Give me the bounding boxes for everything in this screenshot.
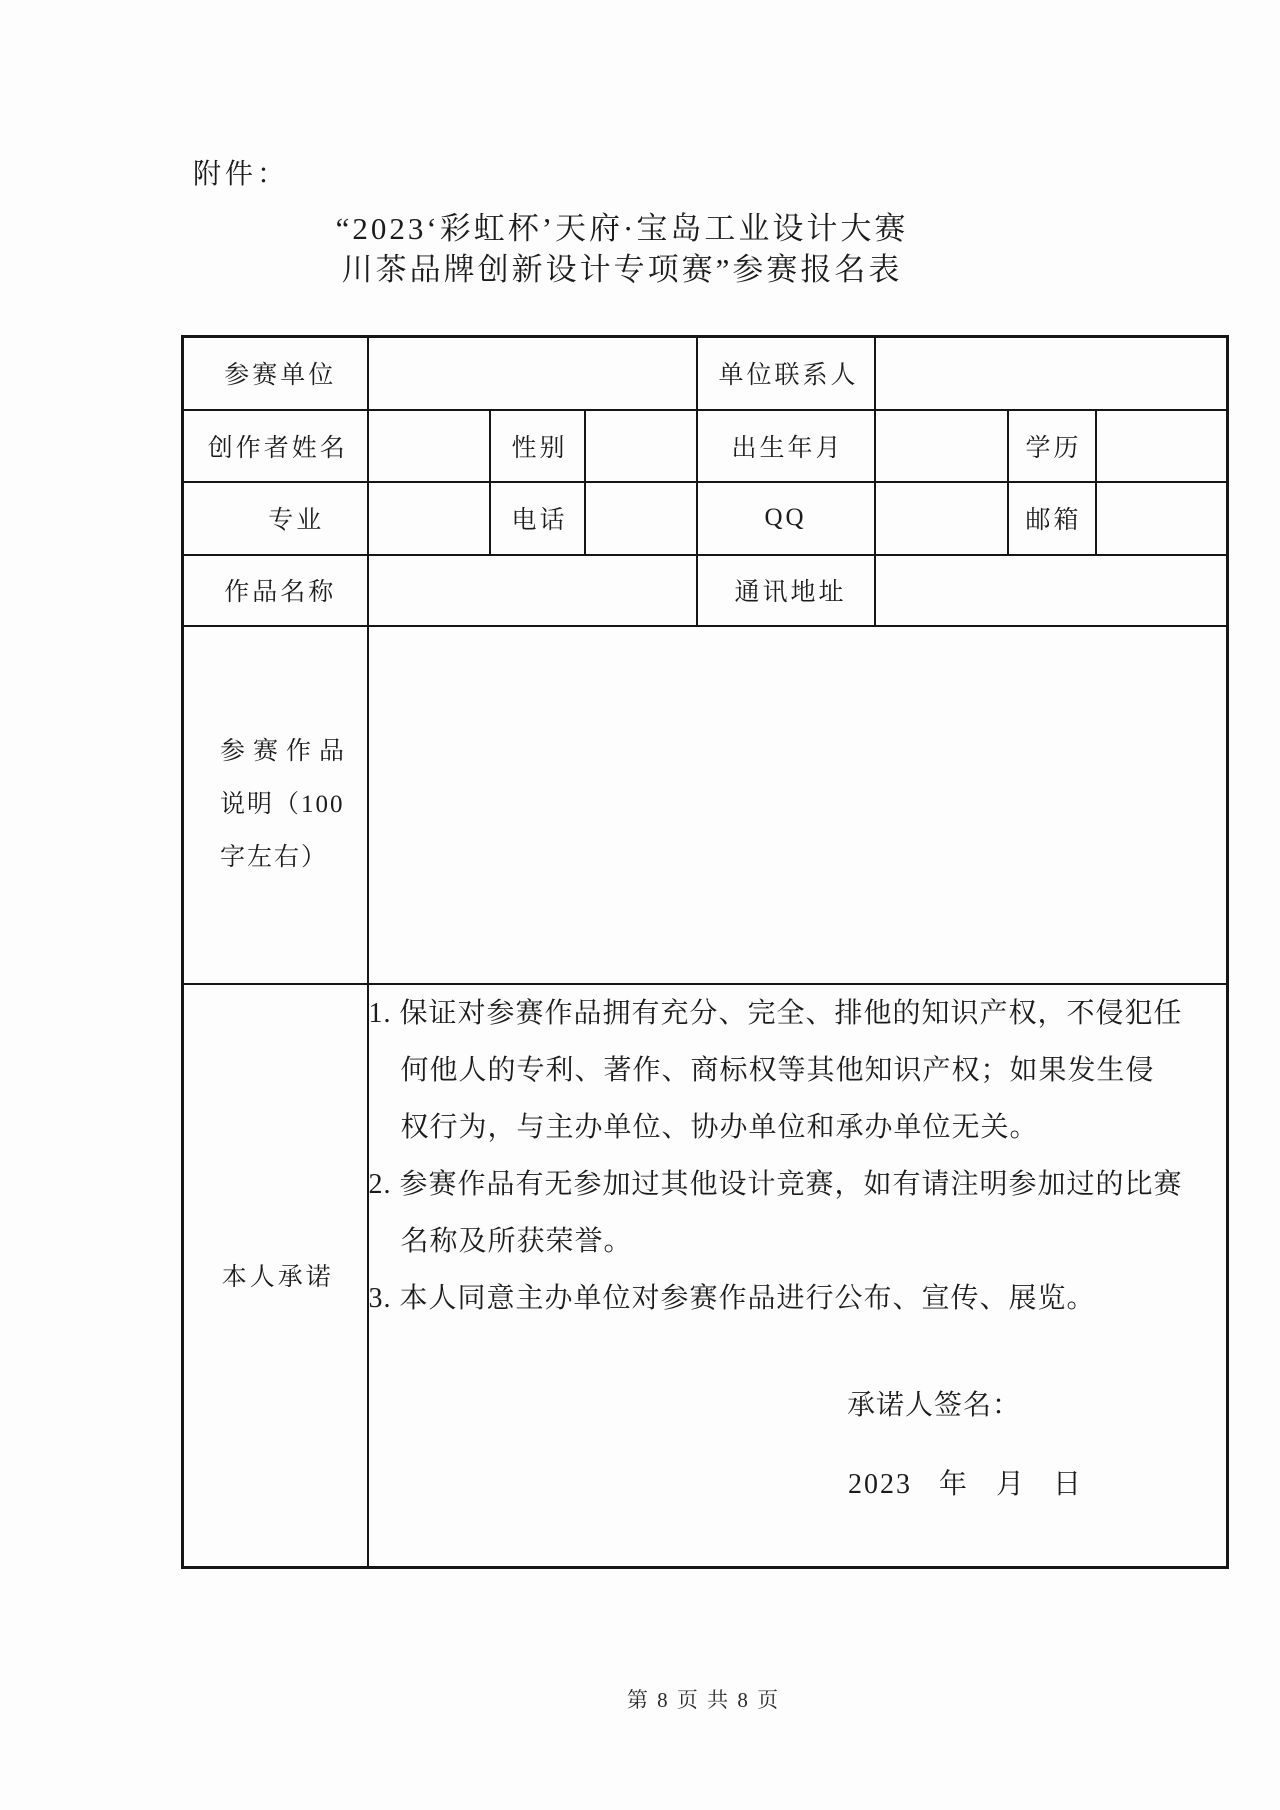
form-title — [0, 208, 1244, 290]
field-work-name[interactable] — [368, 555, 697, 626]
table-row — [183, 984, 1228, 1568]
label-mailing-address: 通讯地址 — [697, 555, 875, 626]
field-creator-name[interactable] — [368, 410, 490, 482]
attachment-label: 附件： — [193, 159, 290, 190]
label-phone: 电话 — [490, 482, 585, 555]
label-gender: 性别 — [490, 410, 585, 482]
field-mailing-address[interactable] — [875, 555, 1228, 626]
field-work-description[interactable] — [368, 626, 1228, 984]
field-entry-unit[interactable] — [368, 337, 697, 410]
signature-label: 承诺人签名： — [847, 1389, 1022, 1421]
label-birth-date: 出生年月 — [697, 410, 875, 482]
signature-date: 2023 年 月 日 — [848, 1468, 1084, 1500]
label-personal-pledge: 本人承诺 — [183, 984, 368, 1568]
table-row — [183, 337, 1228, 410]
table-row — [183, 482, 1228, 555]
label-major: 专业 — [183, 482, 368, 555]
label-entry-unit: 参赛单位 — [183, 337, 368, 410]
page-number: 第 8 页 共 8 页 — [626, 1688, 781, 1712]
field-gender[interactable] — [585, 410, 697, 482]
field-education[interactable] — [1096, 410, 1228, 482]
field-phone[interactable] — [585, 482, 697, 555]
label-creator-name: 创作者姓名 — [183, 410, 368, 482]
pledge-content — [368, 984, 1228, 1568]
label-unit-contact: 单位联系人 — [697, 337, 875, 410]
registration-form-table — [181, 335, 1229, 1569]
label-email: 邮箱 — [1008, 482, 1096, 555]
form-title-line2: 川茶品牌创新设计专项赛”参赛报名表 — [341, 252, 903, 287]
table-row — [183, 410, 1228, 482]
field-unit-contact[interactable] — [875, 337, 1228, 410]
form-title-line1: “2023‘彩虹杯’天府·宝岛工业设计大赛 — [335, 211, 909, 246]
table-row — [183, 626, 1228, 984]
label-work-name: 作品名称 — [183, 555, 368, 626]
label-work-description: 参赛作品 说明（100 字左右） — [183, 626, 368, 984]
table-row — [183, 555, 1228, 626]
field-major[interactable] — [368, 482, 490, 555]
pledge-lines: 1. 保证对参赛作品拥有充分、完全、排他的知识产权，不侵犯任 何他人的专利、著作、商标权等其他知识产权；如果发生侵 权行为，与主办单位、协办单位和承办单位无关。 2. 参赛作品有无参加过其他设计竞赛，如有请注明参加过的比赛 名称及所获荣誉。 3. 本人同意主办单位对参赛作品进行公布、宣传、展览。 — [368, 997, 1183, 1314]
label-education: 学历 — [1008, 410, 1096, 482]
label-qq: QQ — [697, 482, 875, 555]
field-birth-date[interactable] — [875, 410, 1008, 482]
field-qq[interactable] — [875, 482, 1008, 555]
field-email[interactable] — [1096, 482, 1228, 555]
